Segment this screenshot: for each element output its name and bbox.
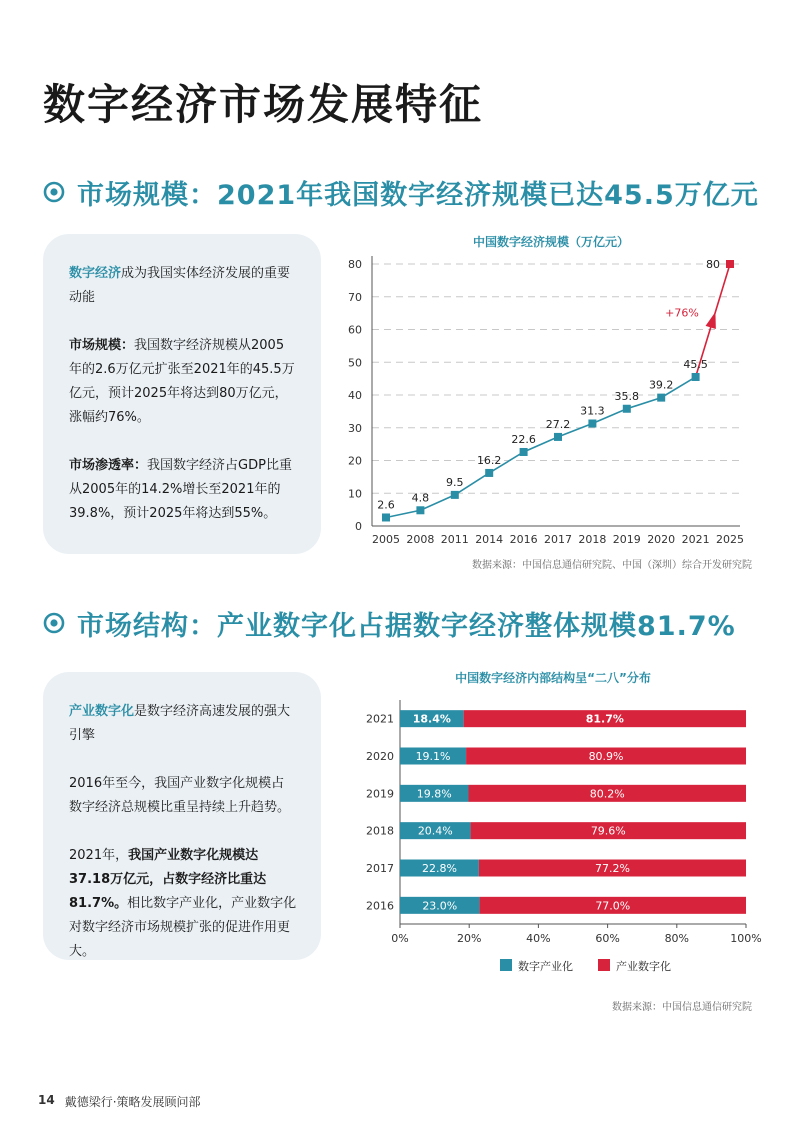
y-tick-label: 60	[348, 323, 362, 337]
paragraph	[69, 454, 297, 526]
data-label: 16.2	[476, 453, 502, 467]
section-heading-text: 市场结构：产业数字化占据数字经济整体规模81.7%	[77, 610, 736, 642]
legend-label: 数字产业化	[518, 960, 573, 973]
x-tick-label: 60%	[595, 932, 620, 945]
y-tick-label: 2016	[366, 899, 394, 913]
paragraph	[69, 700, 297, 748]
data-point	[451, 491, 459, 499]
page-number: 14	[38, 1093, 55, 1107]
data-point	[692, 373, 700, 381]
x-tick-label: 2020	[647, 533, 676, 546]
bar-label: 22.8%	[421, 862, 457, 875]
forecast-arrowhead	[706, 312, 716, 329]
x-tick-label: 2025	[716, 533, 744, 546]
data-label: 80	[706, 258, 720, 271]
bar-label: 18.4%	[412, 712, 451, 726]
paragraph	[69, 334, 297, 430]
highlight-text: 产业数字化	[69, 704, 135, 719]
x-tick-label: 20%	[456, 932, 482, 945]
paragraph	[69, 844, 297, 964]
section-heading-market-structure	[43, 603, 736, 643]
paragraph-text: 2021年，	[69, 848, 129, 863]
y-tick-label: 2021	[366, 712, 394, 726]
y-tick-label: 2020	[366, 750, 394, 763]
x-tick-label: 40%	[526, 932, 551, 945]
legend-swatch	[500, 959, 512, 971]
x-tick-label: 2014	[475, 533, 504, 546]
y-tick-label: 80	[348, 258, 362, 271]
bar-label: 81.7%	[585, 712, 624, 726]
x-tick-label: 2011	[440, 533, 469, 546]
y-tick-label: 20	[348, 454, 362, 468]
target-icon	[43, 181, 65, 203]
data-point	[554, 433, 562, 441]
y-tick-label: 30	[348, 421, 362, 435]
bar-label: 80.2%	[589, 787, 625, 801]
paragraph-text: 成为我国实体经济发展的重要动能	[69, 266, 291, 305]
y-tick-label: 70	[348, 290, 362, 304]
data-point	[623, 405, 631, 413]
data-label: 2.6	[377, 498, 395, 512]
section-heading-text: 市场规模：2021年我国数字经济规模已达45.5万亿元	[77, 179, 759, 211]
data-point	[588, 419, 596, 427]
data-point	[726, 260, 734, 268]
data-point	[485, 469, 493, 477]
page-title: 数字经济市场发展特征	[43, 80, 484, 129]
x-tick-label: 100%	[730, 932, 762, 945]
data-label: 22.6	[511, 432, 536, 446]
x-tick-label: 2019	[612, 533, 641, 546]
bar-label: 19.1%	[415, 750, 451, 763]
market-structure-textbox	[43, 672, 321, 960]
publisher-name: 戴德梁行·策略发展顾问部	[64, 1095, 201, 1109]
data-label: 4.8	[411, 491, 430, 505]
series-line	[386, 377, 696, 517]
paragraph-text: 是数字经济高速发展的强大引擎	[69, 704, 291, 743]
data-source: 数据来源：中国信息通信研究院、中国（深圳）综合开发研究院	[472, 560, 752, 571]
paragraph-label: 市场规模：	[69, 338, 135, 353]
section-heading-market-size	[43, 172, 759, 212]
y-tick-label: 2018	[366, 824, 394, 838]
x-tick-label: 80%	[664, 932, 690, 945]
data-label: 35.8	[614, 389, 640, 403]
legend-label: 产业数字化	[616, 960, 671, 973]
bar-label: 77.0%	[595, 899, 631, 913]
page-footer	[38, 1093, 201, 1110]
x-tick-label: 2005	[372, 533, 400, 546]
paragraph-label: 市场渗透率：	[69, 458, 148, 473]
paragraph-text: 我国数字经济规模从2005年的2.6万亿元扩张至2021年的45.5万亿元，预计2025年将达到80万亿元，涨幅约76%。	[69, 338, 295, 425]
x-tick-label: 0%	[391, 932, 409, 945]
growth-annotation: +76%	[665, 306, 699, 320]
x-tick-label: 2016	[509, 533, 538, 546]
chart-title: 中国数字经济规模（万亿元）	[472, 235, 630, 249]
data-label: 45.5	[683, 357, 708, 371]
chart-title: 中国数字经济内部结构呈“二八”分布	[455, 671, 651, 685]
y-tick-label: 40	[348, 389, 362, 402]
x-tick-label: 2021	[681, 533, 710, 546]
bar-label: 23.0%	[422, 899, 458, 913]
target-icon	[43, 612, 65, 634]
data-point	[416, 506, 424, 514]
data-point	[382, 513, 390, 521]
y-tick-label: 10	[348, 487, 362, 501]
data-point	[657, 394, 665, 402]
legend-swatch	[598, 959, 610, 971]
market-size-textbox	[43, 234, 321, 554]
paragraph-text: 相比数字产业化，产业数字化对数字经济市场规模扩张的促进作用更大。	[69, 896, 297, 959]
data-point	[520, 448, 528, 456]
paragraph	[69, 262, 297, 310]
bar-label: 80.9%	[588, 750, 624, 763]
x-tick-label: 2018	[578, 533, 607, 546]
y-tick-label: 2019	[366, 787, 394, 801]
bar-label: 79.6%	[590, 824, 626, 838]
data-label: 9.5	[446, 475, 464, 489]
digital-economy-structure-chart	[350, 664, 780, 984]
x-tick-label: 2017	[544, 533, 572, 546]
data-label: 39.2	[648, 378, 674, 392]
bar-label: 19.8%	[416, 787, 452, 801]
highlight-text: 数字经济	[69, 266, 122, 281]
y-tick-label: 50	[348, 356, 362, 370]
y-tick-label: 2017	[366, 862, 394, 875]
y-tick-label: 0	[355, 520, 362, 533]
paragraph-text: 我国数字经济占GDP比重从2005年的14.2%增长至2021年的39.8%，预计2025年将达到55%。	[69, 458, 292, 521]
data-label: 27.2	[545, 417, 571, 431]
digital-economy-size-chart	[340, 228, 770, 558]
bar-label: 77.2%	[594, 862, 630, 875]
data-label: 31.3	[580, 404, 605, 418]
data-source: 数据来源：中国信息通信研究院	[612, 1002, 752, 1013]
bold-text: 我国产业数字化规模达37.18万亿元，占数字经济比重达81.7%。	[69, 848, 267, 911]
paragraph: 2016年至今，我国产业数字化规模占数字经济总规模比重呈持续上升趋势。	[69, 776, 291, 815]
x-tick-label: 2008	[406, 533, 435, 546]
bar-label: 20.4%	[417, 824, 453, 838]
